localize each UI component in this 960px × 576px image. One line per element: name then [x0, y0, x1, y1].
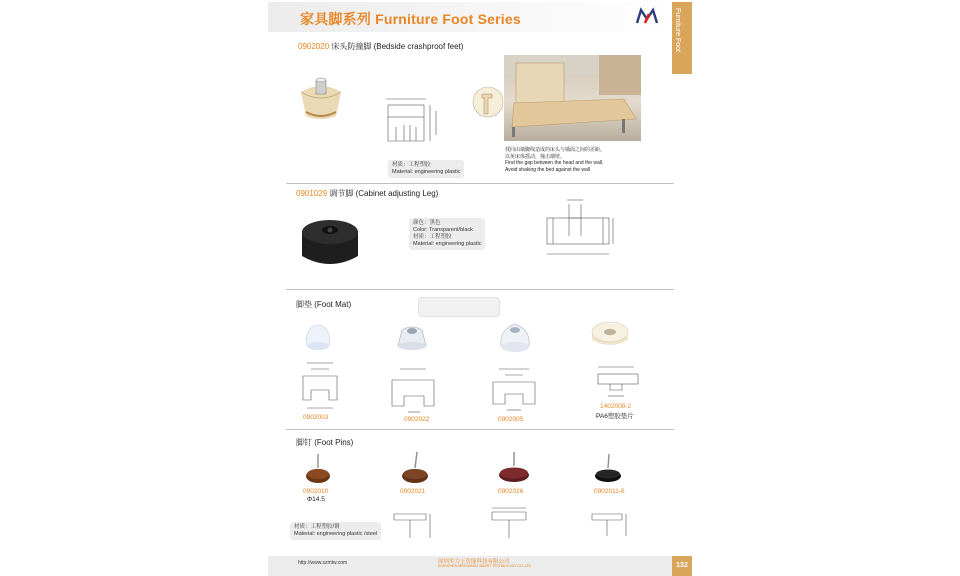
product-code: 0902010 — [303, 488, 329, 495]
product-photo-foot-mat-4 — [590, 318, 630, 352]
material-note-bedside: 材质：工程塑胶 Material: engineering plastic — [388, 160, 464, 178]
product-photo-foot-pin-1 — [304, 452, 332, 484]
product-photo-foot-mat-1 — [303, 322, 333, 352]
product-code: 0902026 — [498, 488, 524, 495]
product-photo-adjusting-leg — [300, 212, 360, 274]
page-number: 132 — [672, 556, 692, 576]
side-tab: Furniture Foot — [672, 2, 692, 74]
section-heading-foot-pins: 脚钉 (Foot Pins) — [296, 438, 354, 447]
product-code: 0902022 — [404, 416, 430, 423]
page-title: 家具脚系列 Furniture Foot Series — [300, 11, 521, 27]
product-code: 0902021 — [400, 488, 426, 495]
product-photo-foot-mat-3 — [497, 320, 533, 356]
product-code: 0902005 — [498, 416, 524, 423]
divider — [286, 289, 674, 290]
bed-photo-caption: 找回由墙脚线造成的床头与墙面之间的差距。 以免床体摇动，撞击墙壁。 Find the gap between the head and the wall, Avoid shaking the bed against the wall — [505, 147, 606, 173]
technical-drawing-foot-mat-1 — [297, 360, 343, 412]
technical-drawing-foot-pin-2 — [390, 504, 436, 540]
product-photo-foot-pin-4 — [593, 452, 623, 484]
section-heading-adjusting-leg: 0901029 调节脚 (Cabinet adjusting Leg) — [296, 189, 439, 198]
product-code: 0902003 — [303, 414, 329, 421]
divider — [286, 429, 674, 430]
technical-drawing-foot-pin-3 — [488, 504, 534, 540]
technical-drawing-adjusting-leg — [543, 196, 617, 262]
technical-drawing-foot-mat-4 — [594, 364, 640, 402]
product-subtitle: PA6塑胶垫片 — [596, 413, 634, 420]
footer-url[interactable]: http://www.szmtw.com — [298, 560, 348, 566]
product-subtitle: Φ14.5 — [307, 496, 325, 503]
section-heading-foot-mat: 脚垫 (Foot Mat) — [296, 300, 352, 309]
technical-drawing-foot-pin-4 — [588, 504, 634, 540]
product-photo-foot-pin-2 — [400, 450, 430, 484]
product-code: 1402008-2 — [600, 403, 632, 410]
technical-drawing-foot-mat-2 — [388, 366, 440, 416]
technical-drawing-bedside — [380, 95, 442, 155]
product-code: 0902011-6 — [594, 488, 625, 495]
highlight-box — [418, 297, 500, 317]
section-heading-bedside: 0902020 床头防撞脚 (Bedside crashproof feet) — [298, 42, 464, 51]
divider — [286, 183, 674, 184]
product-photo-foot-pin-3 — [497, 450, 531, 484]
technical-drawing-foot-mat-3 — [489, 366, 541, 416]
product-photo-bedside-foot — [298, 76, 344, 122]
color-material-note-adjusting-leg: 颜色：黑色 Color: Transparent/black 材质：工程塑胶 Material: engineering plastic — [409, 218, 485, 250]
product-photo-foot-mat-2 — [395, 322, 429, 354]
footer-company-en: SHENZHEN MEILIWANG SMART TECHNOLOGY CO.,LTD — [438, 564, 532, 568]
bed-illustration — [504, 55, 641, 141]
footer-company-cn: 深圳美力王智能科技有限公司 — [438, 559, 510, 565]
bedside-foot-zoom — [472, 86, 506, 120]
material-note-foot-pins: 材质：工程塑胶/钢 Material: engineering plastic /steel — [290, 522, 381, 540]
brand-logo — [636, 8, 658, 24]
